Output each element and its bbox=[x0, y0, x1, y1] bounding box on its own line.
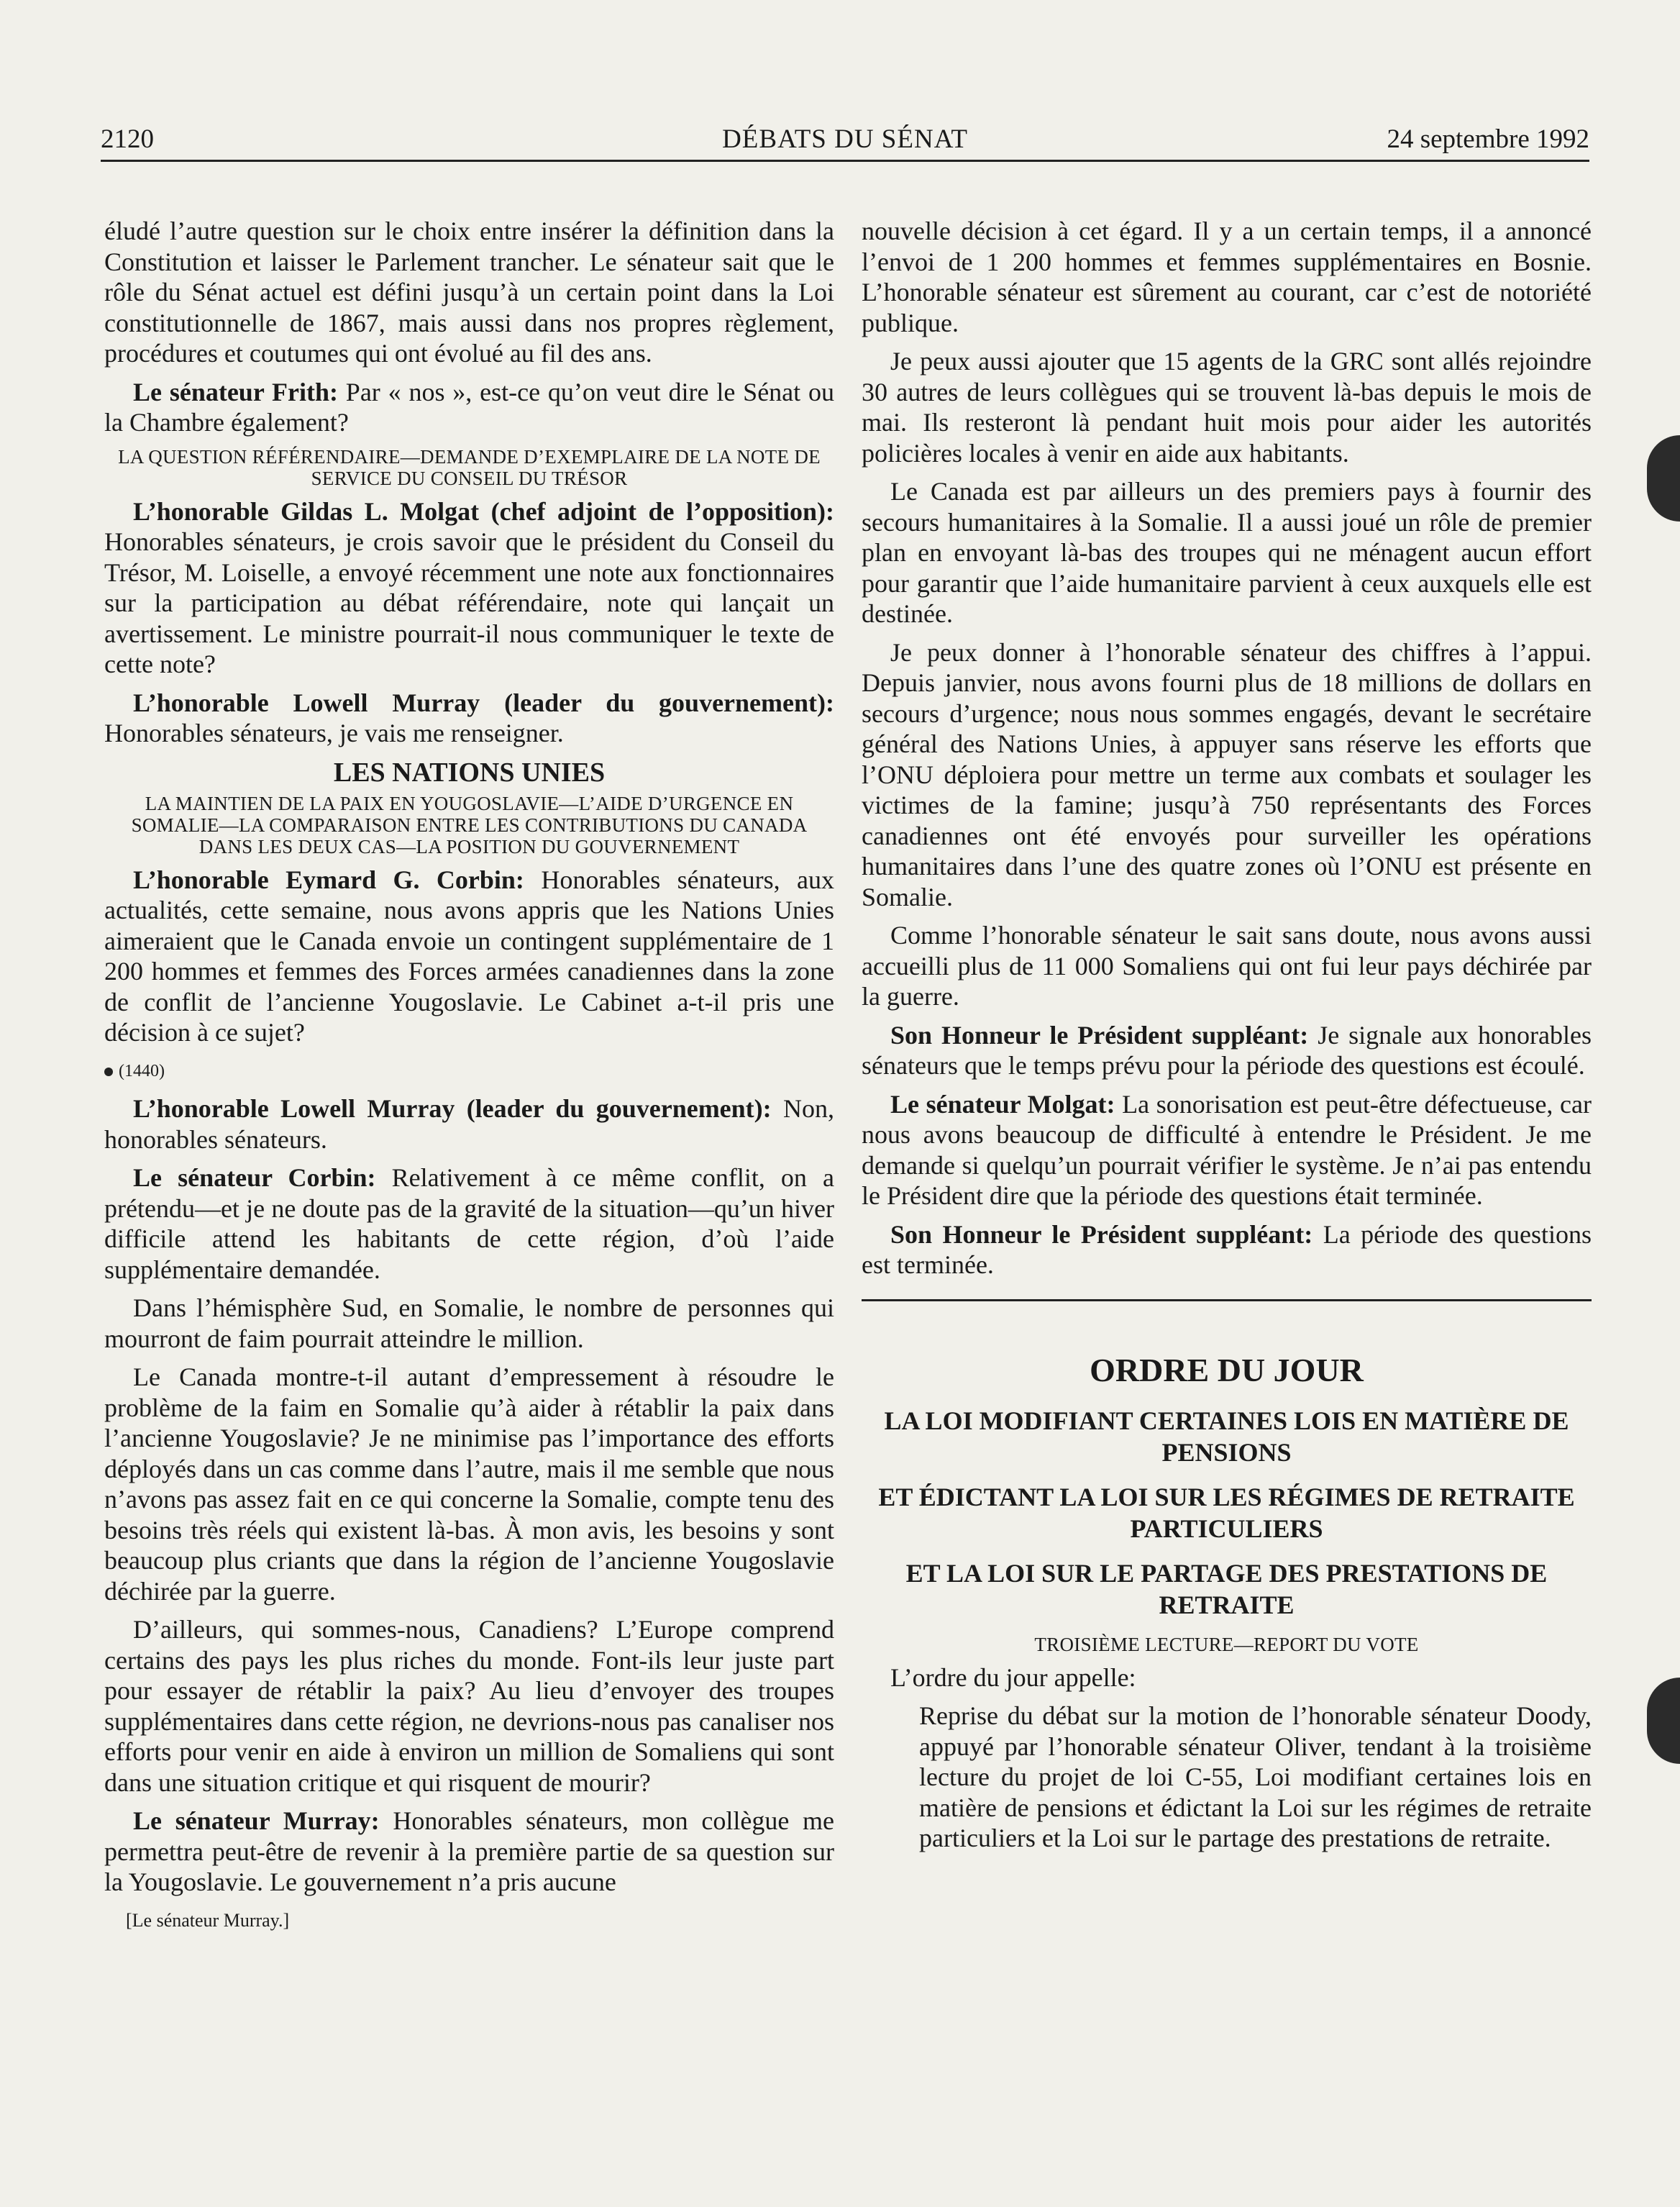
paragraph bbox=[104, 496, 834, 680]
subheading: LA MAINTIEN DE LA PAIX EN YOUGOSLAVIE—L’AIDE D’URGENCE EN SOMALIE—LA COMPARAISON ENTRE LES CONTRIBUTIONS DU CANADA DANS LES DEUX CAS—LA POSITION DU GOUVERNEMENT bbox=[131, 792, 808, 857]
speech-text: La période des questions est terminée. bbox=[862, 1219, 1592, 1279]
speaker-name: Le sénateur Molgat: bbox=[890, 1089, 1115, 1119]
paragraph: D’ailleurs, qui sommes-nous, Canadiens? L’Europe comprend certains des pays les plus riches du monde. Font-ils leur juste part pour essayer de rétablir la paix? Au lieu d’envoyer des troupes supplémentaires dans cette région, ne devrions-nous pas canaliser nos efforts pour venir en aide à environ un million de Somaliens qui sont dans une situation critique et qui risquent de mourir? bbox=[104, 1615, 834, 1797]
paragraph: Dans l’hémisphère Sud, en Somalie, le nombre de personnes qui mourront de faim pourrait atteindre le million. bbox=[104, 1293, 834, 1353]
speech-text: La sonorisation est peut-être défectueuse, car nous avons beaucoup de difficulté à entendre le Président. Je me demande si quelqu’un pourrait vérifier le système. Je n’ai pas entendu le Président dire que la période des questions était terminée. bbox=[862, 1089, 1592, 1210]
speaker-name: L’honorable Eymard G. Corbin: bbox=[133, 865, 524, 894]
speech-text: Honorables sénateurs, mon collègue me permettra peut-être de revenir à la première partie de sa question sur la Yougoslavie. Le gouvernement n’a pris aucune bbox=[104, 1806, 834, 1896]
column-footer: [Le sénateur Murray.] bbox=[126, 1909, 290, 1931]
speaker-name: L’honorable Gildas L. Molgat (chef adjoint de l’opposition): bbox=[133, 496, 834, 526]
paragraph: Je peux donner à l’honorable sénateur des chiffres à l’appui. Depuis janvier, nous avons fourni plus de 18 millions de dollars en secours d’urgence; nous nous sommes engagés, devant le secrétaire général des Nations Unies, à appuyer sans réserve les efforts que l’ONU déploiera pour mettre un terme aux combats et soulager les victimes de la famine; jusqu’à 750 représentants des Forces canadiennes ont été envoyés pour surveiller les opérations humanitaires dans l’une des quatre zones où l’ONU est présente en Somalie. bbox=[862, 637, 1592, 911]
paragraph: Je peux aussi ajouter que 15 agents de la GRC sont allés rejoindre 30 autres de leurs collègues qui se trouvent là-bas depuis le mois de mai. Ils resteront là pendant huit mois pour aider les autorités policières locales à venir en aide aux habitants. bbox=[862, 347, 1592, 468]
paragraph: nouvelle décision à cet égard. Il y a un certain temps, il a annoncé l’envoi de 1 200 hommes et femmes supplémentaires en Bosnie. L’honorable sénateur est sûrement au courant, car c’est de notoriété publique. bbox=[862, 217, 1592, 337]
page-number: 2120 bbox=[101, 124, 154, 154]
binder-tab-mark bbox=[1647, 1678, 1680, 1764]
bullet-icon bbox=[104, 1068, 113, 1076]
time-marker bbox=[104, 1056, 834, 1087]
section-heading: LES NATIONS UNIES bbox=[333, 757, 606, 788]
left-column bbox=[104, 216, 834, 1936]
speaker-name: Son Honneur le Président suppléant: bbox=[890, 1219, 1313, 1249]
publication-date: 24 septembre 1992 bbox=[1387, 124, 1589, 154]
paragraph bbox=[862, 1020, 1592, 1081]
speaker-name: Le sénateur Murray: bbox=[133, 1806, 380, 1835]
paragraph bbox=[104, 865, 834, 1048]
subheading: TROISIÈME LECTURE—REPORT DU VOTE bbox=[1034, 1633, 1419, 1655]
running-header bbox=[101, 122, 1589, 162]
speaker-name: Son Honneur le Président suppléant: bbox=[890, 1020, 1309, 1050]
speech-text: Honorables sénateurs, je crois savoir que le président du Conseil du Trésor, M. Loiselle, a envoyé récemment une note aux fonctionnaires sur la participation au débat référendaire, note qui lançait un avertissement. Le ministre pourrait-il nous communiquer le texte de cette note? bbox=[104, 527, 834, 678]
section-heading: ORDRE DU JOUR bbox=[1090, 1351, 1364, 1388]
time-marker-text: (1440) bbox=[119, 1061, 165, 1080]
bill-title: ET ÉDICTANT LA LOI SUR LES RÉGIMES DE RETRAITE PARTICULIERS bbox=[878, 1482, 1575, 1543]
paragraph: Le Canada est par ailleurs un des premiers pays à fournir des secours humanitaires à la Somalie. Il a aussi joué un rôle de premier plan en envoyant là-bas des troupes qui ne ménagent aucun effort pour garantir que l’aide humanitaire parvient à ceux auxquels elle est destinée. bbox=[862, 477, 1592, 628]
speech-text: Non, honorables sénateurs. bbox=[104, 1094, 834, 1154]
speaker-name: L’honorable Lowell Murray (leader du gouvernement): bbox=[133, 688, 834, 717]
speaker-name: L’honorable Lowell Murray (leader du gouvernement): bbox=[133, 1094, 772, 1123]
speaker-name: Le sénateur Frith: bbox=[133, 377, 338, 406]
paragraph bbox=[104, 1806, 834, 1898]
publication-title: DÉBATS DU SÉNAT bbox=[722, 124, 968, 154]
paragraph bbox=[862, 1219, 1592, 1280]
paragraph bbox=[862, 1089, 1592, 1211]
binder-tab-mark bbox=[1647, 435, 1680, 522]
paragraph: Le Canada montre-t-il autant d’empressement à résoudre le problème de la faim en Somalie qu’à aider à rétablir la paix dans l’ancienne Yougoslavie? Je ne minimise pas l’importance des efforts déployés dans un cas comme dans l’autre, mais il me semble que nous n’avons pas assez fait en ce qui concerne la Somalie, compte tenu des besoins très réels qui existent là-bas. À mon avis, les besoins y sont beaucoup plus criants que dans la région de l’ancienne Yougoslavie déchirée par la guerre. bbox=[104, 1362, 834, 1606]
bill-title: LA LOI MODIFIANT CERTAINES LOIS EN MATIÈRE DE PENSIONS bbox=[884, 1406, 1569, 1467]
paragraph: L’ordre du jour appelle: bbox=[890, 1662, 1136, 1692]
bill-title: ET LA LOI SUR LE PARTAGE DES PRESTATIONS DE RETRAITE bbox=[905, 1558, 1548, 1619]
paragraph bbox=[104, 688, 834, 749]
speech-text: Honorables sénateurs, aux actualités, cette semaine, nous avons appris que les Nations Unies aimeraient que le Canada envoie un contingent supplémentaire de 1 200 hommes et femmes des Forces armées canadiennes dans la zone de conflit de l’ancienne Yougoslavie. Le Cabinet a-t-il pris une décision à ce sujet? bbox=[104, 865, 834, 1047]
paragraph bbox=[104, 1093, 834, 1155]
speech-text: Honorables sénateurs, je vais me renseigner. bbox=[104, 719, 564, 747]
speech-text: Relativement à ce même conflit, on a prétendu—et je ne doute pas de la gravité de la situation—qu’un hiver difficile attend les habitants de cette région, d’où l’aide supplémentaire demandée. bbox=[104, 1163, 834, 1284]
section-divider bbox=[862, 1299, 1592, 1301]
speech-text: Par « nos », est-ce qu’on veut dire le Sénat ou la Chambre également? bbox=[104, 377, 834, 437]
paragraph bbox=[104, 377, 834, 438]
paragraph bbox=[104, 1162, 834, 1285]
order-of-day-quote: Reprise du débat sur la motion de l’honorable sénateur Doody, appuyé par l’honorable sénateur Oliver, tendant à la troisième lecture du projet de loi C-55, Loi modifiant certaines lois en matière de pensions et édictant la Loi sur les régimes de retraite particuliers et la Loi sur le partage des prestations de retraite. bbox=[919, 1701, 1592, 1852]
right-column bbox=[862, 216, 1592, 1854]
speaker-name: Le sénateur Corbin: bbox=[133, 1163, 376, 1192]
paragraph: éludé l’autre question sur le choix entre insérer la définition dans la Constitution et laisser le Parlement trancher. Le sénateur sait que le rôle du Sénat actuel est défini jusqu’à un certain point dans la Loi constitutionnelle de 1867, mais aussi dans nos propres règlement, procédures et coutumes qui ont évolué au fil des ans. bbox=[104, 217, 834, 368]
speech-text: Je signale aux honorables sénateurs que le temps prévu pour la période des questions est écoulé. bbox=[862, 1020, 1592, 1080]
subheading: LA QUESTION RÉFÉRENDAIRE—DEMANDE D’EXEMPLAIRE DE LA NOTE DE SERVICE DU CONSEIL DU TRÉSOR bbox=[118, 445, 821, 489]
paragraph: Comme l’honorable sénateur le sait sans doute, nous avons aussi accueilli plus de 11 000 Somaliens qui ont fui leur pays déchirée par la guerre. bbox=[862, 921, 1592, 1011]
